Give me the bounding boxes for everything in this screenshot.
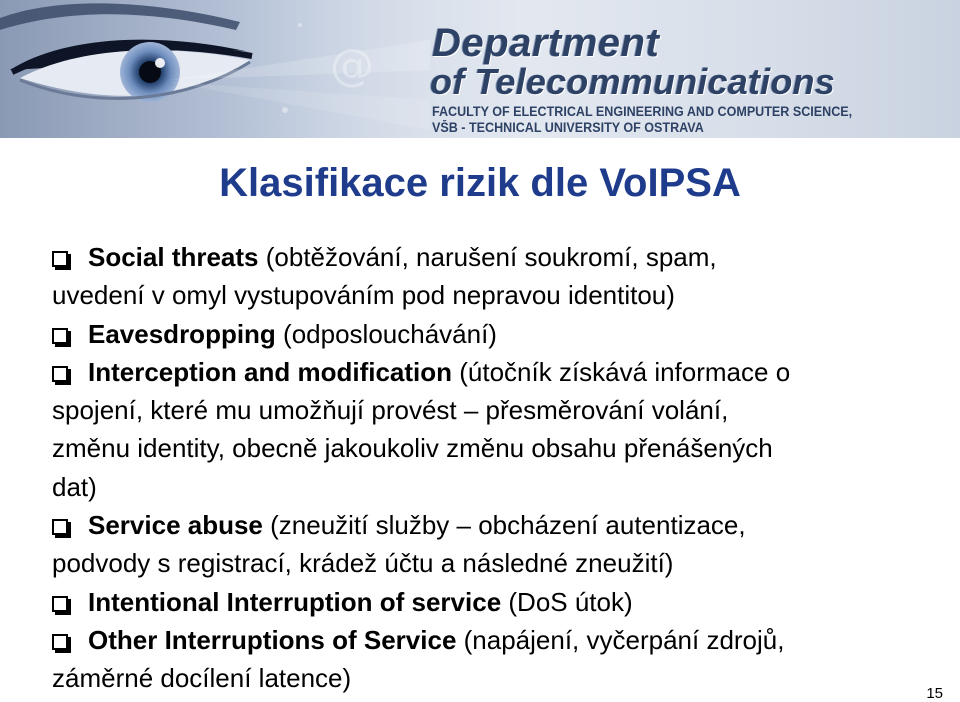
bullet-text: (útočník získává informace o xyxy=(452,356,791,387)
bullet-text: (zneužití služby – obcházení autentizace, xyxy=(262,510,746,541)
bullet-term: Eavesdropping xyxy=(88,318,276,349)
brand-university: VŠB - TECHNICAL UNIVERSITY OF OSTRAVA xyxy=(432,120,704,135)
bullet-term: Social threats xyxy=(88,242,259,272)
bullet-continuation: dat) xyxy=(52,471,97,502)
brand-faculty: FACULTY OF ELECTRICAL ENGINEERING AND COMPUTER SCIENCE, xyxy=(432,104,853,119)
bullet-continuation: podvody s registrací, krádež účtu a následné zneužití) xyxy=(52,548,674,579)
header-banner xyxy=(0,0,960,138)
bullet-term: Service abuse xyxy=(88,510,263,541)
svg-text:@: @ xyxy=(330,40,374,91)
bullet-list xyxy=(52,238,952,698)
page-number: 15 xyxy=(926,685,943,702)
bullet-continuation: záměrné docílení latence) xyxy=(52,663,352,694)
bullet-text: (obtěžování, narušení soukromí, spam, xyxy=(258,242,717,272)
eye-banner-image xyxy=(0,0,430,138)
bullet-other-interruptions xyxy=(52,621,952,698)
bullet-text: (DoS útok) xyxy=(501,586,633,617)
checkbox-bullet-icon xyxy=(52,328,68,344)
checkbox-bullet-icon xyxy=(52,519,68,535)
bullet-continuation: uvedení v omyl vystupováním pod nepravou identitou) xyxy=(52,280,675,311)
slide-title: Klasifikace rizik dle VoIPSA xyxy=(219,161,741,205)
bullet-interception xyxy=(52,353,952,506)
bullet-service-abuse xyxy=(52,506,952,583)
checkbox-bullet-icon xyxy=(52,596,68,612)
bullet-term: Intentional Interruption of service xyxy=(88,586,502,617)
bullet-eavesdropping xyxy=(52,315,952,353)
checkbox-bullet-icon xyxy=(52,251,68,267)
brand-telecommunications: of Telecommunications xyxy=(430,61,835,102)
checkbox-bullet-icon xyxy=(52,634,68,650)
bullet-social-threats xyxy=(52,238,952,315)
bullet-text: (napájení, vyčerpání zdrojů, xyxy=(456,624,785,655)
bullet-continuation: spojení, které mu umožňují provést – přesměrování volání, xyxy=(52,395,729,426)
bullet-term: Other Interruptions of Service xyxy=(88,624,457,655)
bullet-term: Interception and modification xyxy=(88,356,453,387)
bullet-text: (odposlouchávání) xyxy=(275,318,497,349)
bullet-intentional-interruption xyxy=(52,583,952,621)
brand-department: Department xyxy=(432,21,660,65)
checkbox-bullet-icon xyxy=(52,366,68,382)
bullet-continuation: změnu identity, obecně jakoukoliv změnu obsahu přenášených xyxy=(52,433,773,464)
